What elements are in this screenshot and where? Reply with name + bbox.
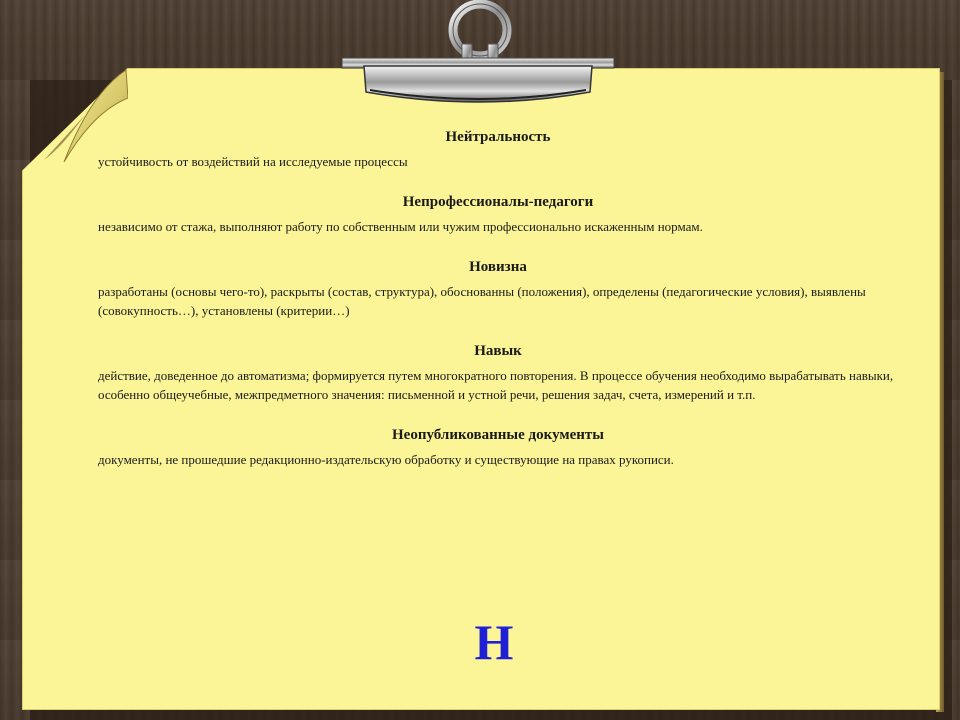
term-heading: Навык bbox=[474, 343, 522, 359]
glossary-content bbox=[98, 128, 898, 491]
term-definition: независимо от стажа, выполняют работу по собственным или чужим профессионально искаженным нормам. bbox=[98, 219, 703, 234]
term-definition: действие, доведенное до автоматизма; формируется путем многократного повторения. В процессе обучения необходимо вырабатывать навыки, особенно общеучебные, межпредметного значения: письменной и устной речи, решения задач, счета, измерений и т.п. bbox=[98, 368, 894, 402]
binder-clip-icon bbox=[340, 0, 616, 110]
section-letter: Н bbox=[474, 614, 514, 670]
term-definition: устойчивость от воздействий на исследуемые процессы bbox=[98, 154, 408, 169]
glossary-entry bbox=[98, 193, 898, 236]
term-heading: Новизна bbox=[469, 259, 527, 275]
term-heading: Нейтральность bbox=[445, 129, 551, 145]
term-heading: Непрофессионалы-педагоги bbox=[402, 194, 594, 210]
term-definition: документы, не прошедшие редакционно-издательскую обработку и существующие на правах рукописи. bbox=[98, 452, 674, 467]
glossary-entry bbox=[98, 128, 898, 171]
glossary-entry bbox=[98, 342, 898, 404]
term-definition: разработаны (основы чего-то), раскрыты (состав, структура), обоснованны (положения), определены (педагогические условия), выявлены (совокупность…), установлены (критерии…) bbox=[98, 284, 866, 318]
glossary-entry bbox=[98, 258, 898, 320]
term-heading: Неопубликованные документы bbox=[392, 427, 604, 443]
glossary-entry bbox=[98, 426, 898, 469]
